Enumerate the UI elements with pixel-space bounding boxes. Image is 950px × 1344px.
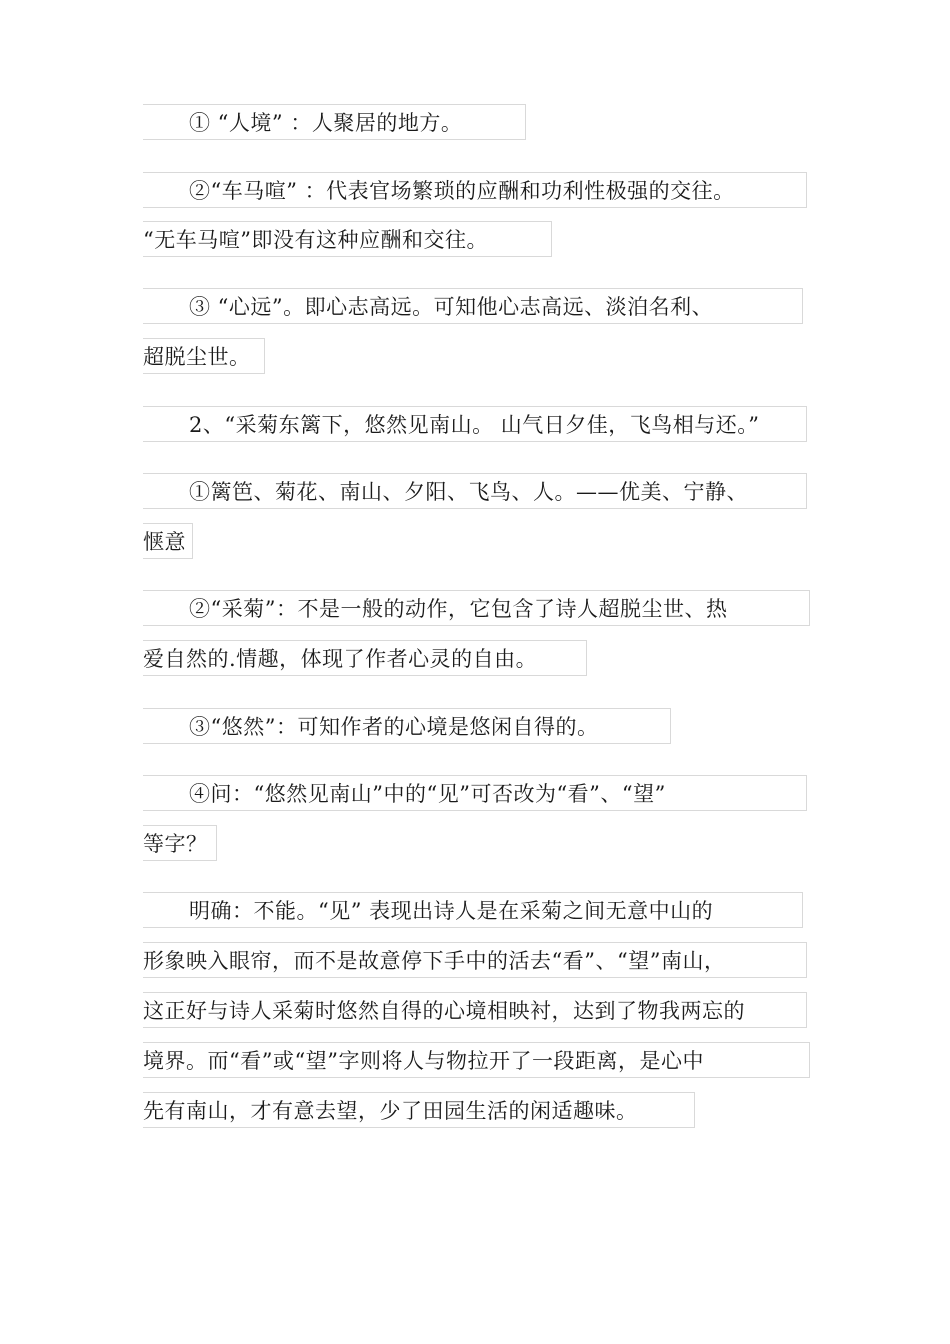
- text-line-chemaxuan: ②“车马喧” ：代表官场繁琐的应酬和功利性极强的交往。: [143, 172, 807, 208]
- text-line-answer-2: 形象映入眼帘，而不是故意停下手中的活去“看”、“望”南山，: [143, 942, 807, 978]
- text-line-imagery: ①篱笆、菊花、南山、夕阳、飞鸟、人。——优美、宁静、: [143, 473, 807, 509]
- text-line-answer-4: 境界。而“看”或“望”字则将人与物拉开了一段距离，是心中: [143, 1042, 810, 1078]
- text-line-chaotuo: 超脱尘世。: [143, 338, 265, 374]
- text-line-renjing: ① “人境” ：人聚居的地方。: [143, 104, 526, 140]
- text-line-answer-3: 这正好与诗人采菊时悠然自得的心境相映衬，达到了物我两忘的: [143, 992, 807, 1028]
- text-line-dengzi: 等字？: [143, 825, 217, 861]
- text-line-qieyi: 惬意: [143, 523, 193, 559]
- text-line-poem: 2、“采菊东篱下，悠然见南山。 山气日夕佳，飞鸟相与还。”: [143, 406, 807, 442]
- text-line-xinyuan: ③ “心远”。即心志高远。可知他心志高远、淡泊名利、: [143, 288, 803, 324]
- text-line-youran: ③“悠然”：可知作者的心境是悠闲自得的。: [143, 708, 671, 744]
- text-line-answer-1: 明确：不能。“见” 表现出诗人是在采菊之间无意中山的: [143, 892, 803, 928]
- text-line-caiju: ②“采菊”：不是一般的动作，它包含了诗人超脱尘世、热: [143, 590, 810, 626]
- text-line-answer-5: 先有南山，才有意去望，少了田园生活的闲适趣味。: [143, 1092, 695, 1128]
- text-line-question: ④问：“悠然见南山”中的“见”可否改为“看”、“望”: [143, 775, 807, 811]
- text-line-wuchemaxuan: “无车马喧”即没有这种应酬和交往。: [143, 221, 552, 257]
- text-line-ziran: 爱自然的.情趣，体现了作者心灵的自由。: [143, 640, 587, 676]
